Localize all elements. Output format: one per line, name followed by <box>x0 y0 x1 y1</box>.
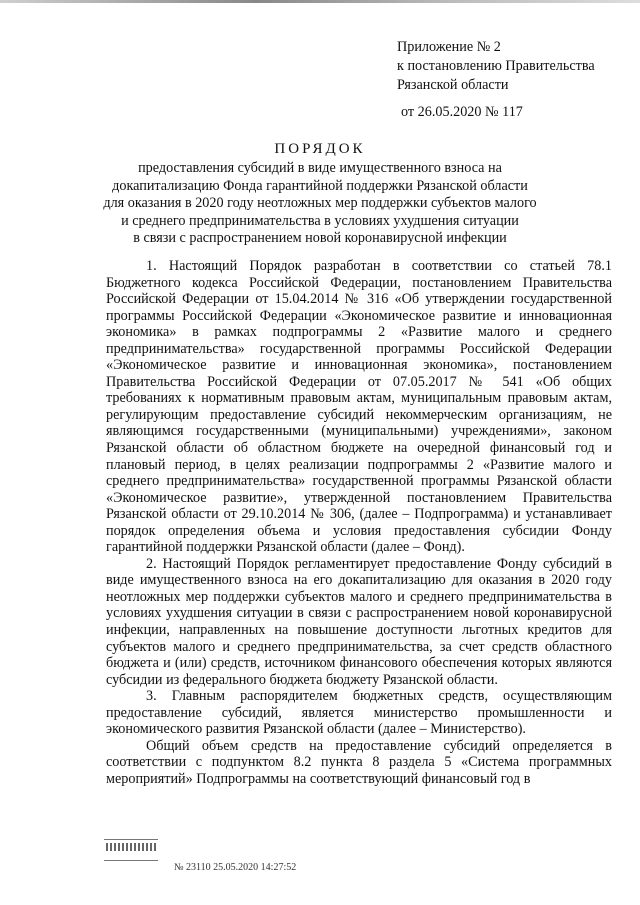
appendix-block <box>397 38 627 122</box>
appendix-line-1: Приложение № 2 <box>397 39 501 55</box>
subtitle-line-2: докапитализацию Фонда гарантийной поддержки Рязанской области <box>112 177 528 194</box>
appendix-date: от 26.05.2020 № 117 <box>401 104 523 120</box>
scan-edge-line <box>0 0 640 3</box>
paragraph-4: Общий объем средств на предоставление субсидий определяется в соответствии с подпунктом 8.2 пункта 8 раздела 5 «Система программных мероприятий» Подпрограммы на соответствующий финансовый год в <box>106 737 612 787</box>
subtitle-line-5: в связи с распространением новой коронавирусной инфекции <box>133 230 507 246</box>
registration-stamp-icon <box>104 839 158 861</box>
subtitle-line-3: для оказания в 2020 году неотложных мер поддержки субъектов малого <box>103 195 537 211</box>
paragraph-3: 3. Главным распорядителем бюджетных средств, осуществляющим предоставление субсидий, является министерство промышленности и экономического развития Рязанской области (далее – Министерство). <box>106 688 612 738</box>
document-title: ПОРЯДОК <box>274 141 366 157</box>
document-registration-id: № 23110 25.05.2020 14:27:52 <box>174 862 297 873</box>
subtitle-line-4: и среднего предпринимательства в условиях ухудшения ситуации <box>121 212 519 229</box>
paragraph-1: 1. Настоящий Порядок разработан в соответствии со статьей 78.1 Бюджетного кодекса Российской Федерации, постановлением Правительства Российской Федерации от 15.04.2014 № 316 «Об утверждении государственной программы Российской Федерации «Экономическое развитие и инновационная экономика» в рамках подпрограммы 2 «Развитие малого и среднего предпринимательства» государственной программы Российской Федерации «Экономическое развитие и инновационная экономика», постановлением Правительства Российской Федерации от 07.05.2017 № 541 «Об общих требованиях к нормативным правовым актам, муниципальным правовым актам, регулирующим предоставление субсидий некоммерческим организациям, не являющимся государственными (муниципальными) учреждениями», законом Рязанской области об областном бюджете на очередной финансовый год и плановый период, в целях реализации подпрограммы 2 «Развитие малого и среднего предпринимательства» государственной программы Рязанской области «Экономическое развитие», утвержденной постановлением Правительства Рязанской области от 29.10.2014 № 306, (далее – Подпрограмма) и устанавливает порядок определения объема и условия предоставления субсидии Фонду гарантийной поддержки Рязанской области (далее – Фонд). <box>106 258 612 556</box>
appendix-line-2: к постановлению Правительства <box>397 58 595 74</box>
appendix-line-3: Рязанской области <box>397 77 509 93</box>
subtitle-line-1: предоставления субсидий в виде имущественного взноса на <box>138 160 502 176</box>
paragraph-2: 2. Настоящий Порядок регламентирует предоставление Фонду субсидий в виде имущественного взноса на его докапитализацию для оказания в 2020 году неотложных мер поддержки субъектов малого и среднего предпринимательства в условиях ухудшения ситуации в связи с распространением новой коронавирусной инфекции, направленных на повышение доступности льготных кредитов для субъектов малого и среднего предпринимательства, за счет средств областного бюджета и (или) средств, источником финансового обеспечения которых являются субсидии из федерального бюджета бюджету Рязанской области. <box>106 555 612 688</box>
document-body <box>106 258 612 788</box>
document-subtitle <box>100 160 540 248</box>
